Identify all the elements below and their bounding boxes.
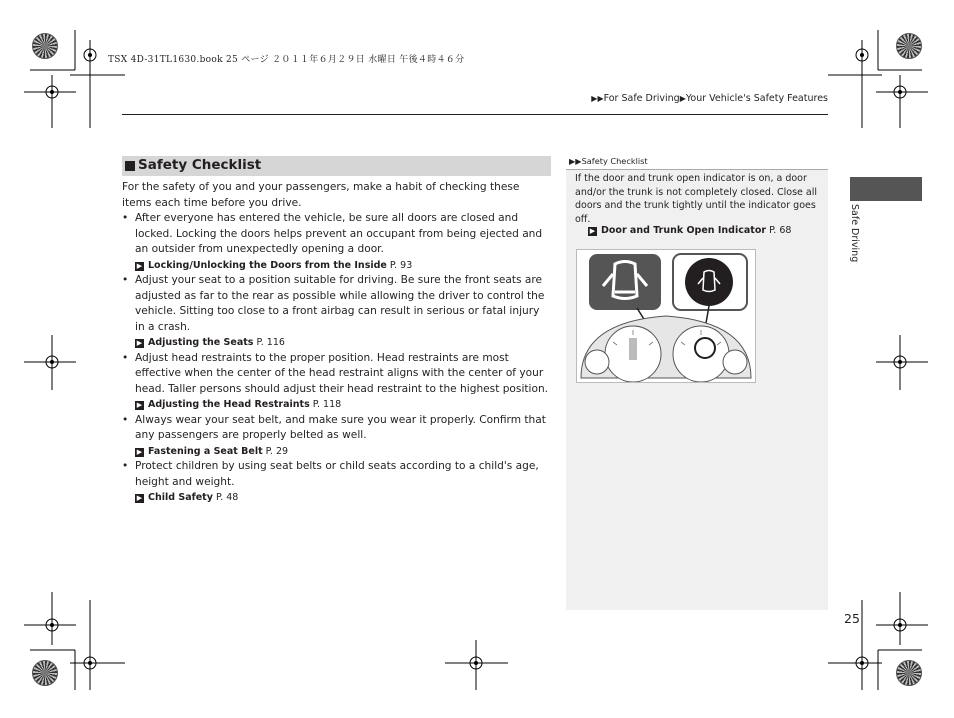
chapter-tab-label: [846, 204, 864, 274]
reference-page[interactable]: P. 93: [389, 259, 413, 271]
color-target-top-right: [896, 33, 922, 59]
breadcrumb: [591, 93, 828, 104]
section-heading: [122, 156, 551, 176]
reference-arrow-icon: ▶: [589, 227, 596, 235]
cross-reference-link[interactable]: [122, 258, 552, 274]
side-panel: [566, 155, 828, 610]
side-panel-header: [566, 155, 828, 170]
page-number: 25: [844, 611, 860, 626]
cross-reference-link[interactable]: [122, 490, 552, 506]
breadcrumb-item-1[interactable]: For Safe Driving: [603, 93, 680, 104]
section-title: Safety Checklist: [138, 157, 262, 173]
reference-page[interactable]: P. 48: [215, 492, 239, 503]
reference-title[interactable]: Fastening a Seat Belt: [148, 445, 263, 457]
intro-text: For the safety of you and your passengers, make a habit of checking these items each time before you drive.: [122, 181, 520, 209]
breadcrumb-separator-icon: ▶: [679, 94, 686, 103]
list-item: [122, 211, 552, 258]
header-rule: [122, 114, 828, 115]
reference-title[interactable]: Adjusting the Seats: [148, 337, 254, 348]
color-target-bottom-left: [32, 660, 58, 686]
instrument-panel-figure: [576, 249, 756, 383]
list-item: [122, 273, 552, 335]
list-item-text: Protect children by using seat belts or child seats according to a child's age, height and weight.: [135, 460, 539, 488]
main-content: [122, 180, 552, 506]
reference-arrow-icon: ▶: [136, 339, 143, 347]
reference-title[interactable]: Locking/Unlocking the Doors from the Inside: [148, 259, 387, 271]
list-item-text: Always wear your seat belt, and make sure you wear it properly. Confirm that any passengers are properly belted as well.: [135, 413, 546, 441]
checklist: [122, 211, 552, 506]
book-info: TSX 4D-31TL1630.book 25 ページ ２０１１年６月２９日 水曜日 午後４時４６分: [108, 55, 465, 65]
list-item: [122, 459, 552, 490]
reference-title[interactable]: Adjusting the Head Restraints: [148, 399, 310, 410]
instrument-cluster: [581, 316, 751, 382]
reference-arrow-icon: ▶: [136, 401, 143, 409]
reference-page[interactable]: P. 116: [256, 337, 285, 348]
reference-title[interactable]: Child Safety: [148, 492, 213, 503]
bullet-icon: •: [122, 413, 129, 426]
bullet-icon: •: [122, 460, 129, 472]
section-marker-icon: [125, 161, 135, 171]
bullet-icon: •: [122, 274, 129, 286]
reference-page[interactable]: P. 118: [312, 399, 342, 410]
list-item-text: Adjust your seat to a position suitable for driving. Be sure the front seats are adjusted as far to the rear as possible while allowing the driver to control the vehicle. Sitting too close to a front airbag can result in serious or fatal injury in a crash.: [135, 274, 545, 333]
reference-title[interactable]: Door and Trunk Open Indicator: [601, 225, 767, 236]
side-panel-text: If the door and trunk open indicator is on, a door and/or the trunk is not completely closed. Close all doors and the trunk tightly until the indicator goes off.: [575, 173, 817, 225]
list-item: [122, 413, 552, 444]
side-panel-arrow-icon: ▶▶: [569, 156, 582, 166]
cross-reference-link[interactable]: [122, 335, 552, 351]
color-target-top-left: [32, 33, 58, 59]
reference-arrow-icon: ▶: [136, 447, 143, 456]
breadcrumb-arrow-icon: ▶▶: [591, 94, 604, 103]
reference-arrow-icon: ▶: [136, 261, 143, 270]
cross-reference-link[interactable]: [122, 397, 552, 413]
bullet-icon: •: [122, 351, 129, 364]
reference-arrow-icon: ▶: [136, 494, 143, 502]
list-item-text: Adjust head restraints to the proper position. Head restraints are most effective when the center of the head restraint aligns with the center of your head. Taller persons should adjust their head restraint to the highest position.: [135, 351, 549, 395]
bullet-icon: •: [122, 212, 129, 224]
side-cross-reference-link[interactable]: [588, 225, 791, 236]
indicator-lamp-icon: [685, 258, 733, 306]
chapter-tab[interactable]: [850, 177, 922, 201]
cross-reference-link[interactable]: [122, 444, 552, 460]
reference-page[interactable]: P. 68: [769, 225, 792, 236]
breadcrumb-item-2[interactable]: Your Vehicle's Safety Features: [685, 93, 828, 104]
chapter-tab-text: Safe Driving: [849, 204, 860, 263]
color-target-bottom-right: [896, 660, 922, 686]
list-item-text: After everyone has entered the vehicle, be sure all doors are closed and locked. Locking the doors helps prevent an occupant from being ejected and an outsider from unexpectedly opening a door.: [135, 212, 543, 255]
side-panel-title-text: Safety Checklist: [581, 156, 648, 166]
side-panel-title: [569, 156, 648, 166]
list-item: [122, 351, 552, 398]
reference-page[interactable]: P. 29: [265, 445, 289, 457]
